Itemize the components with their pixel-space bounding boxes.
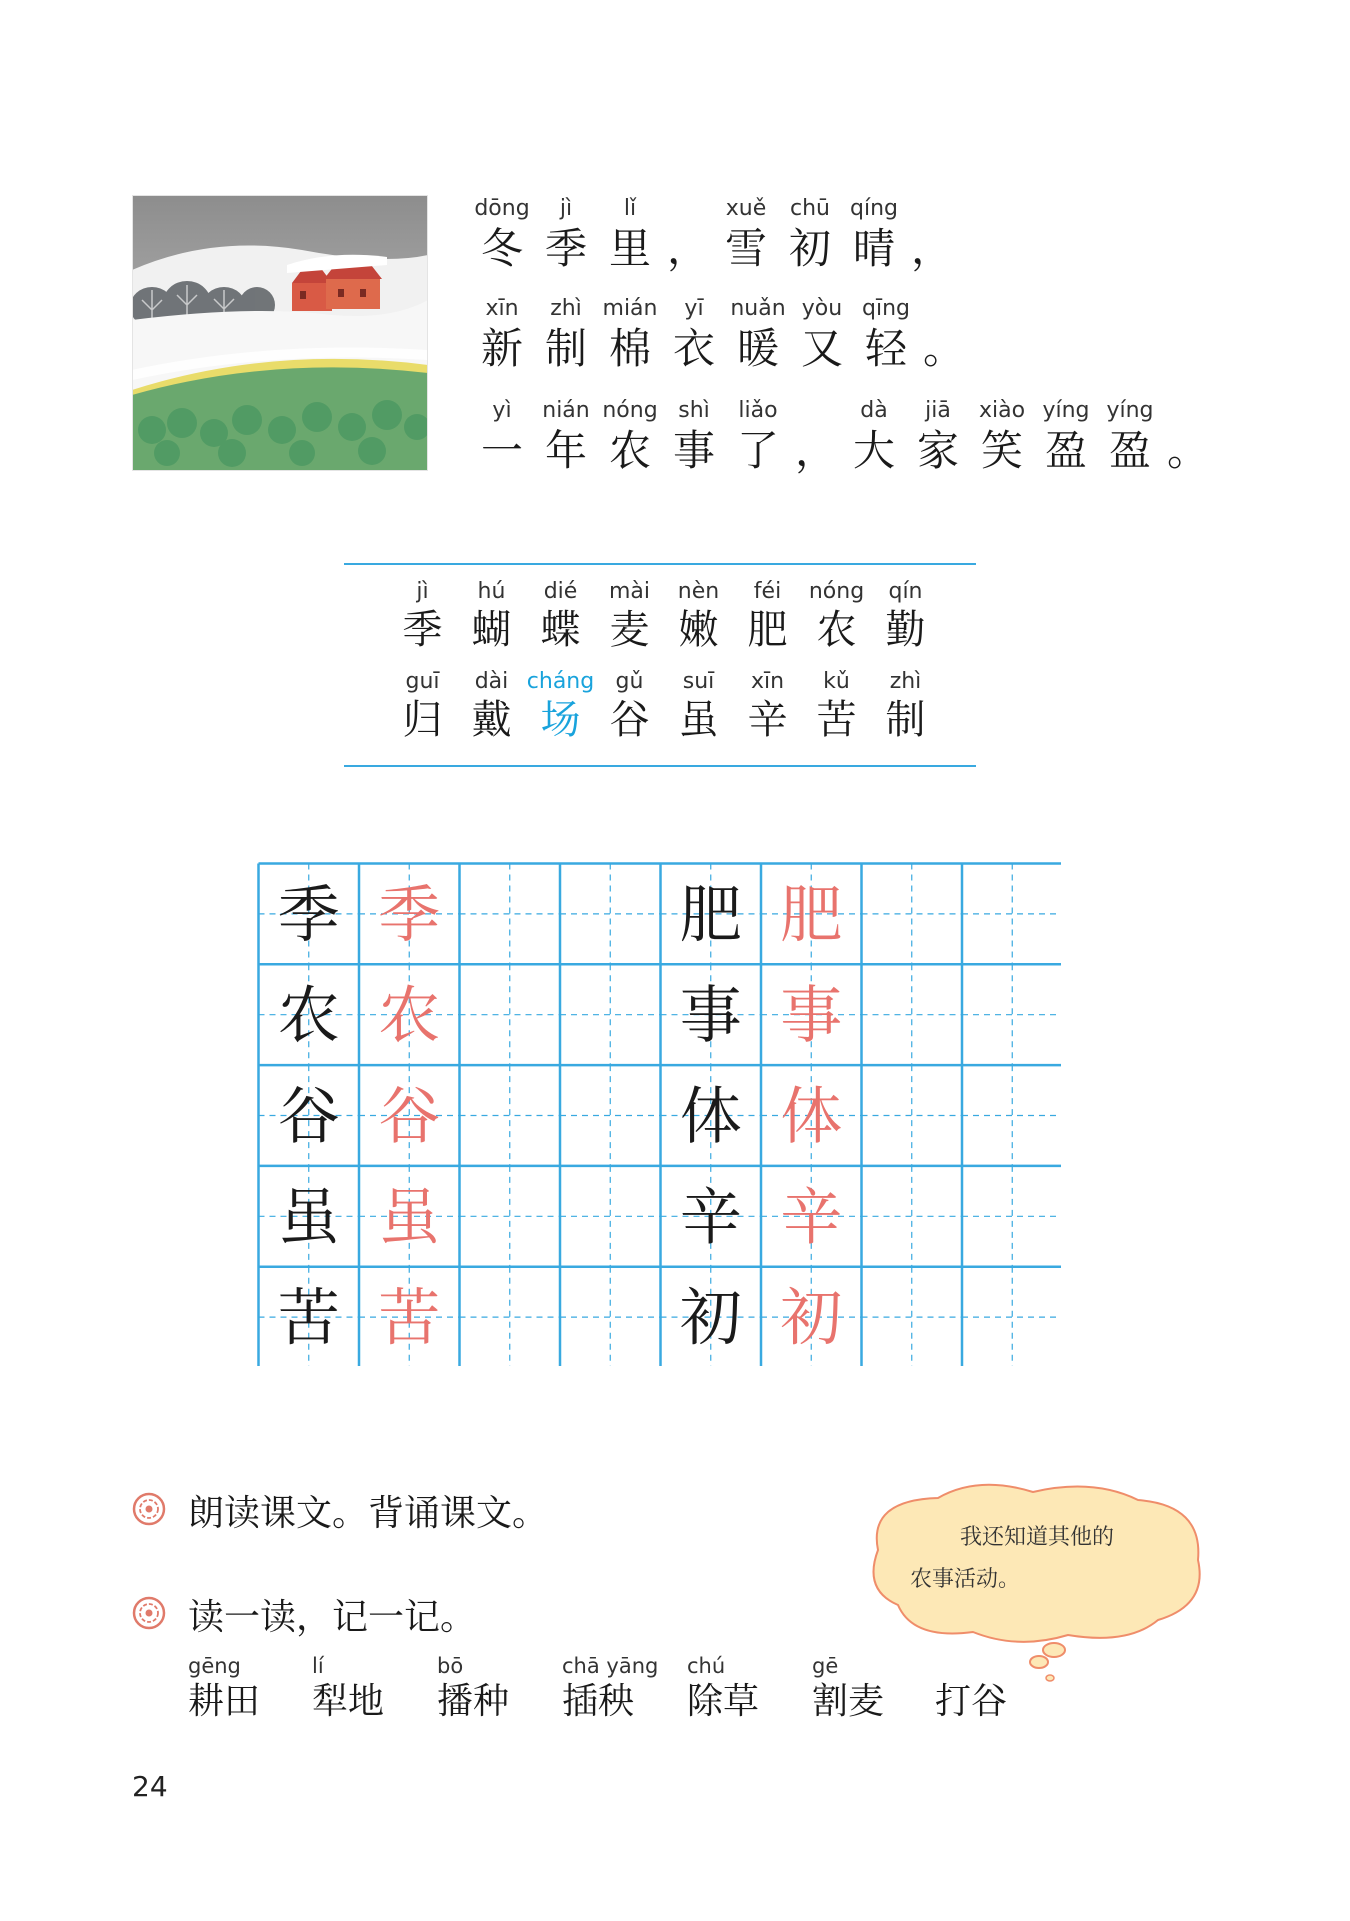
char-cell [871,668,940,744]
char-cell [664,578,733,654]
char-cell [470,397,534,477]
punctuation: ， [666,224,709,273]
pinyin: nèn [677,579,720,604]
char-cell [598,195,662,275]
char-cell [842,397,906,477]
pinyin: yì [492,398,512,423]
vocab-word: 犁地 [312,1681,385,1722]
hanzi: 家 [916,426,959,475]
pinyin: xīn [750,669,785,694]
pinyin: nóng [602,398,658,423]
pinyin: yòu [801,296,843,321]
vocab-pinyin: chā yāng [562,1654,659,1678]
hanzi: 盈 [1044,426,1087,475]
vocab-item [312,1652,384,1724]
char-cell [1098,397,1162,477]
pinyin: dà [860,398,888,423]
pinyin: cháng [526,669,595,694]
pinyin: qīng [862,296,910,321]
vocab-pinyin: gēng [188,1654,241,1678]
hanzi: 了 [736,426,779,475]
hanzi: 里 [608,224,651,273]
hanzi: 归 [402,697,443,743]
vocab-pinyin: chú [687,1654,726,1678]
grid-char: 苦 [378,1281,441,1355]
char-cell [534,397,598,477]
grid-char: 季 [277,877,340,951]
grid-char: 农 [277,978,340,1052]
hanzi: 辛 [747,697,788,743]
hanzi: 勤 [885,607,926,653]
vocab-pinyin: bō [437,1654,464,1678]
char-cell [854,295,918,375]
pinyin: nián [542,398,590,423]
hanzi: 季 [544,224,587,273]
spiral-bullet-icon [132,1596,166,1630]
poem-line-3 [470,397,1214,477]
pinyin: liǎo [738,398,778,423]
vocab-word: 插秧 [562,1681,635,1722]
vocab-item [812,1652,884,1724]
hanzi: 晴 [852,224,895,273]
pinyin: gǔ [615,669,644,694]
char-cell [778,195,842,275]
punctuation: ， [794,426,837,475]
recognize-chars-row-1 [388,578,940,654]
punctuation: 。 [1166,426,1209,475]
char-cell [526,578,595,654]
char-cell [733,578,802,654]
box-bottom-rule [344,765,976,767]
hanzi: 农 [608,426,651,475]
pinyin: mián [602,296,658,321]
pinyin: chū [790,196,830,221]
hanzi: 苦 [816,697,857,743]
char-cell [534,195,598,275]
pinyin: hú [477,579,506,604]
grid-char: 虽 [277,1180,340,1254]
pinyin: zhì [889,669,922,694]
punctuation: 。 [922,324,965,373]
char-cell [388,668,457,744]
char-cell [662,295,726,375]
pinyin: lǐ [623,196,637,221]
pinyin: qíng [850,196,898,221]
grid-char: 虽 [378,1180,441,1254]
char-cell [457,668,526,744]
grid-char: 农 [378,978,441,1052]
char-cell [598,295,662,375]
vocab-word: 耕田 [188,1681,261,1722]
char-cell [802,578,871,654]
poem-line-2 [470,295,970,375]
char-cell [388,578,457,654]
box-top-rule [344,563,976,565]
bubble-text-line-2: 农事活动。 [910,1567,1021,1592]
grid-char: 事 [780,978,843,1052]
hanzi: 暖 [736,324,779,373]
hanzi: 季 [402,607,443,653]
hanzi: 又 [800,324,843,373]
char-cell [595,578,664,654]
char-cell [726,295,790,375]
pinyin: xuě [725,196,767,221]
winter-farm-illustration [132,195,428,471]
pinyin: nuǎn [730,296,786,321]
pinyin: dài [474,669,509,694]
recognize-chars-row-2 [388,668,940,744]
pinyin: xiào [978,398,1026,423]
vocab-item [437,1652,509,1724]
char-cell [534,295,598,375]
vocab-item [188,1652,260,1724]
char-cell [1034,397,1098,477]
pinyin: yī [684,296,704,321]
pinyin: yíng [1106,398,1154,423]
hanzi: 冬 [480,224,523,273]
hanzi: 肥 [747,607,788,653]
char-cell [733,668,802,744]
punctuation: ， [910,224,953,273]
hanzi: 棉 [608,324,651,373]
grid-char: 肥 [780,877,843,951]
char-cell [970,397,1034,477]
hanzi: 大 [852,426,895,475]
bubble-dots [1028,1652,1058,1682]
hanzi: 一 [480,426,523,475]
hanzi: 制 [885,697,926,743]
grid-char: 谷 [277,1079,340,1153]
poem-line-1 [470,195,958,275]
instruction-read-recite: 朗读课文。背诵课文。 [188,1493,549,1534]
char-cell [457,578,526,654]
hanzi: 初 [788,224,831,273]
vocab-word: 播种 [437,1681,510,1722]
char-cell [470,195,534,275]
pinyin: guī [405,669,440,694]
hanzi: 嫩 [678,607,719,653]
hanzi: 轻 [864,324,907,373]
hanzi: 麦 [609,607,650,653]
vocab-item [935,1652,1007,1724]
pinyin: shì [678,398,710,423]
char-cell [906,397,970,477]
pinyin: xīn [485,296,519,321]
hanzi: 蝶 [540,607,581,653]
vocab-item [562,1652,658,1724]
char-cell [842,195,906,275]
grid-char: 辛 [780,1180,843,1254]
grid-char: 体 [679,1079,742,1153]
vocab-word: 割麦 [812,1681,885,1722]
grid-char: 苦 [277,1281,340,1355]
vocab-word: 除草 [687,1681,760,1722]
pinyin: zhì [550,296,582,321]
char-cell [662,397,726,477]
grid-char: 肥 [679,877,742,951]
vocab-item [687,1652,759,1724]
char-cell [664,668,733,744]
pinyin: féi [753,579,782,604]
pinyin: mài [608,579,651,604]
vocab-pinyin: gē [812,1654,839,1678]
pinyin: dié [543,579,578,604]
bubble-text-line-1: 我还知道其他的 [960,1525,1115,1550]
hanzi: 蝴 [471,607,512,653]
instruction-read-remember: 读一读，记一记。 [188,1597,477,1638]
hanzi: 农 [816,607,857,653]
pinyin: jì [416,579,429,604]
char-cell [871,578,940,654]
char-cell [726,397,790,477]
grid-char: 体 [780,1079,843,1153]
pinyin: qín [888,579,923,604]
hanzi: 虽 [678,697,719,743]
hanzi: 雪 [724,224,767,273]
pinyin: jiā [925,398,951,423]
vocab-pinyin: lí [312,1654,324,1678]
char-cell [470,295,534,375]
hanzi: 年 [544,426,587,475]
pinyin: kǔ [823,669,850,694]
char-cell [790,295,854,375]
pinyin: nóng [808,579,865,604]
grid-char: 谷 [378,1079,441,1153]
vocab-word: 打谷 [935,1681,1008,1722]
hanzi: 场 [540,697,581,743]
pinyin: suī [682,669,715,694]
hanzi: 谷 [609,697,650,743]
hanzi: 事 [672,426,715,475]
grid-char: 辛 [679,1180,742,1254]
hanzi: 制 [544,324,587,373]
hanzi: 衣 [672,324,715,373]
pinyin: jì [559,196,573,221]
pinyin: yíng [1042,398,1090,423]
writing-grid [257,862,1061,1366]
char-cell [802,668,871,744]
char-cell [595,668,664,744]
hanzi: 新 [480,324,523,373]
grid-char: 初 [780,1281,843,1355]
char-cell [714,195,778,275]
hanzi: 笑 [980,426,1023,475]
grid-char: 季 [378,877,441,951]
hanzi: 戴 [471,697,512,743]
char-cell [598,397,662,477]
grid-char: 初 [679,1281,742,1355]
page-number: 24 [132,1770,168,1803]
char-cell [526,668,595,744]
pinyin: dōng [474,196,530,221]
spiral-bullet-icon [132,1492,166,1526]
grid-char: 事 [679,978,742,1052]
hanzi: 盈 [1108,426,1151,475]
